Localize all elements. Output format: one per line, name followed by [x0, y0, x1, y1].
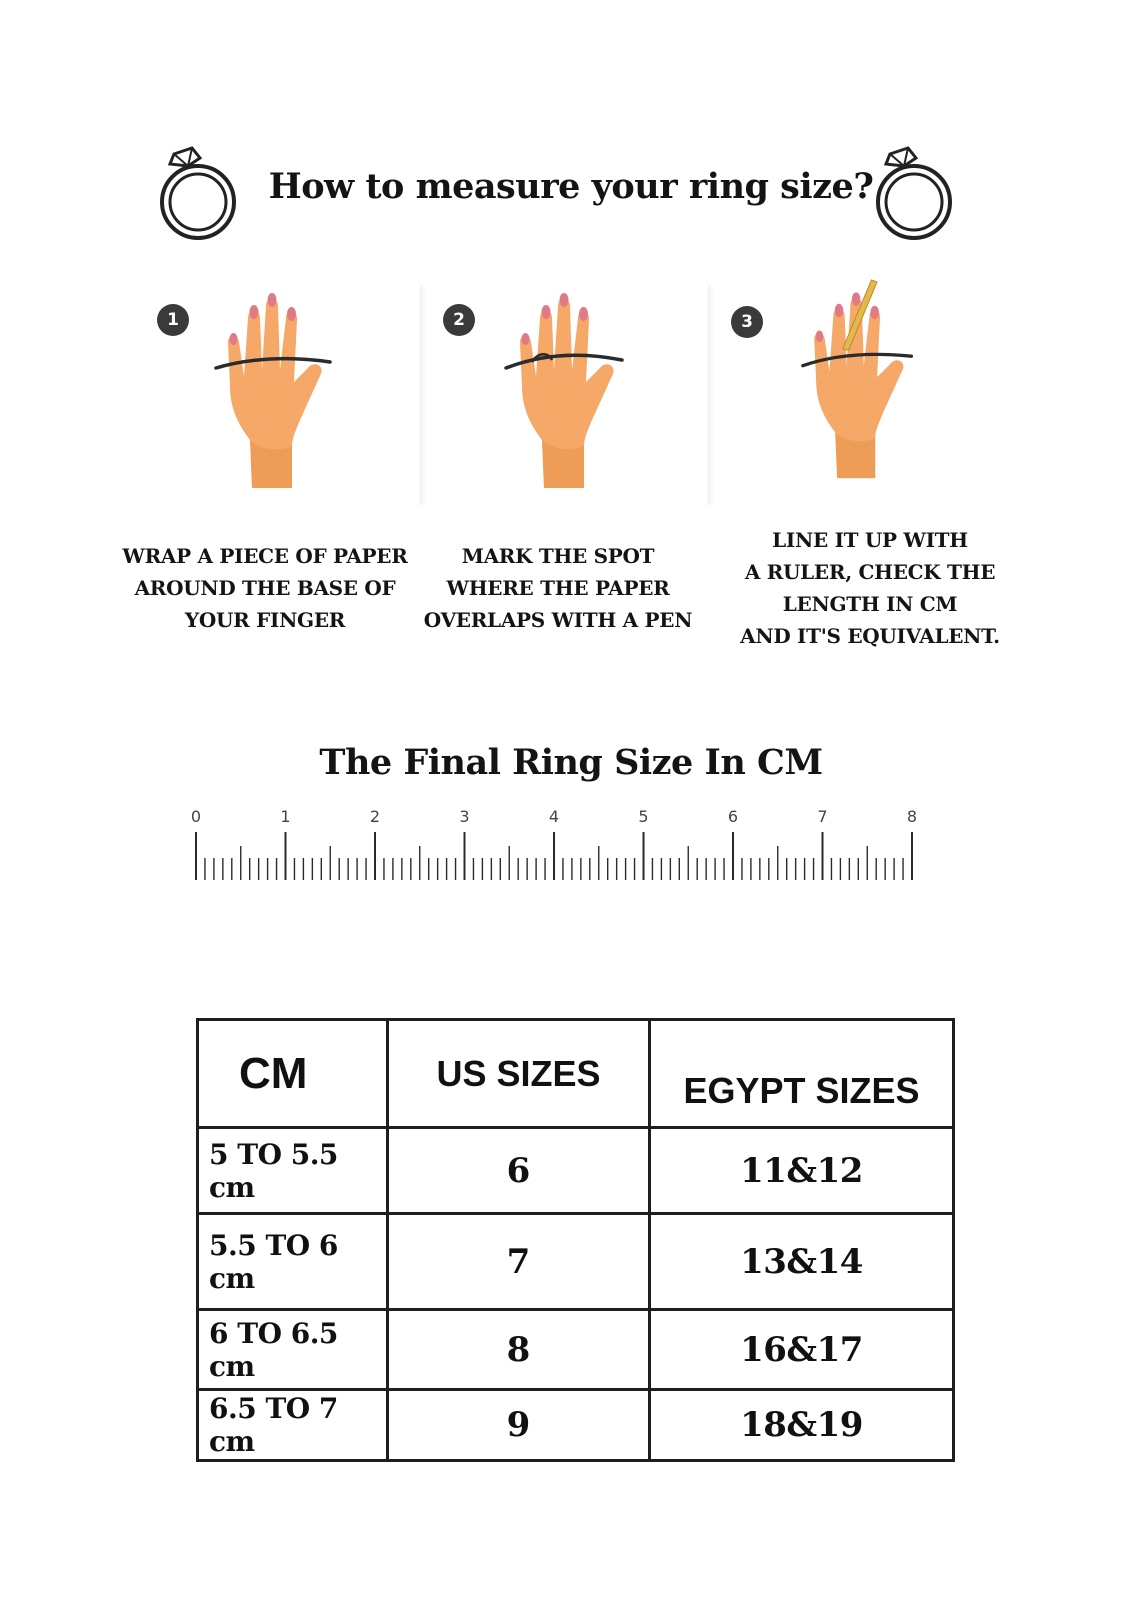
caption-line: MARK THE SPOT [461, 544, 655, 568]
page-title: How to measure your ring size? [268, 166, 874, 207]
table-row [198, 1214, 954, 1310]
step-caption-3 [720, 524, 1020, 652]
column-header-egypt-sizes: EGYPT SIZES [650, 1020, 954, 1128]
cell-cm: 6.5 TO 7 cm [198, 1390, 388, 1461]
hand-icon [200, 290, 350, 490]
ruler-label: 7 [817, 807, 828, 826]
ruler-title: The Final Ring Size In CM [319, 742, 823, 783]
cell-egypt-size: 18&19 [650, 1390, 954, 1461]
step-number-1: 1 [157, 304, 189, 336]
table-row [198, 1390, 954, 1461]
step-divider [420, 285, 426, 505]
table-row [198, 1310, 954, 1390]
caption-line: LINE IT UP WITH [772, 528, 968, 552]
ruler-label: 6 [727, 807, 739, 826]
caption-line: WHERE THE PAPER [446, 576, 670, 600]
caption-line: A RULER, CHECK THE [744, 560, 996, 584]
cell-us-size: 8 [388, 1310, 650, 1390]
cell-cm: 5 TO 5.5 cm [198, 1128, 388, 1214]
cell-cm: 6 TO 6.5 cm [198, 1310, 388, 1390]
caption-line: AROUND THE BASE OF [134, 576, 396, 600]
column-header-cm: CM [198, 1020, 388, 1128]
step-number-2: 2 [443, 304, 475, 336]
ring-icon [868, 140, 964, 244]
ruler-label: 1 [280, 807, 291, 826]
table-row [198, 1128, 954, 1214]
ruler-label: 8 [906, 807, 918, 826]
step-divider [708, 285, 714, 505]
cell-cm: 5.5 TO 6 cm [198, 1214, 388, 1310]
step-caption-1 [115, 540, 415, 636]
ruler-label: 2 [369, 807, 381, 826]
step-caption-2 [408, 540, 708, 636]
cell-us-size: 9 [388, 1390, 650, 1461]
caption-line: LENGTH IN CM [782, 592, 958, 616]
caption-line: YOUR FINGER [184, 608, 346, 632]
cell-us-size: 7 [388, 1214, 650, 1310]
ruler-label: 0 [190, 807, 202, 826]
step-number-3: 3 [731, 306, 763, 338]
hand-icon [784, 280, 934, 480]
caption-line: AND IT'S EQUIVALENT. [740, 624, 1000, 648]
column-header-us-sizes: US SIZES [388, 1020, 650, 1128]
table-header-row [198, 1020, 954, 1128]
ruler-label: 4 [548, 807, 560, 826]
ring-size-table [196, 1018, 955, 1462]
cell-us-size: 6 [388, 1128, 650, 1214]
cell-egypt-size: 11&12 [650, 1128, 954, 1214]
caption-line: WRAP A PIECE OF PAPER [122, 544, 408, 568]
hand-icon [492, 290, 642, 490]
ruler [190, 807, 950, 910]
cell-egypt-size: 16&17 [650, 1310, 954, 1390]
ruler-label: 5 [638, 807, 649, 826]
ruler-label: 3 [459, 807, 470, 826]
caption-line: OVERLAPS WITH A PEN [423, 608, 693, 632]
cell-egypt-size: 13&14 [650, 1214, 954, 1310]
